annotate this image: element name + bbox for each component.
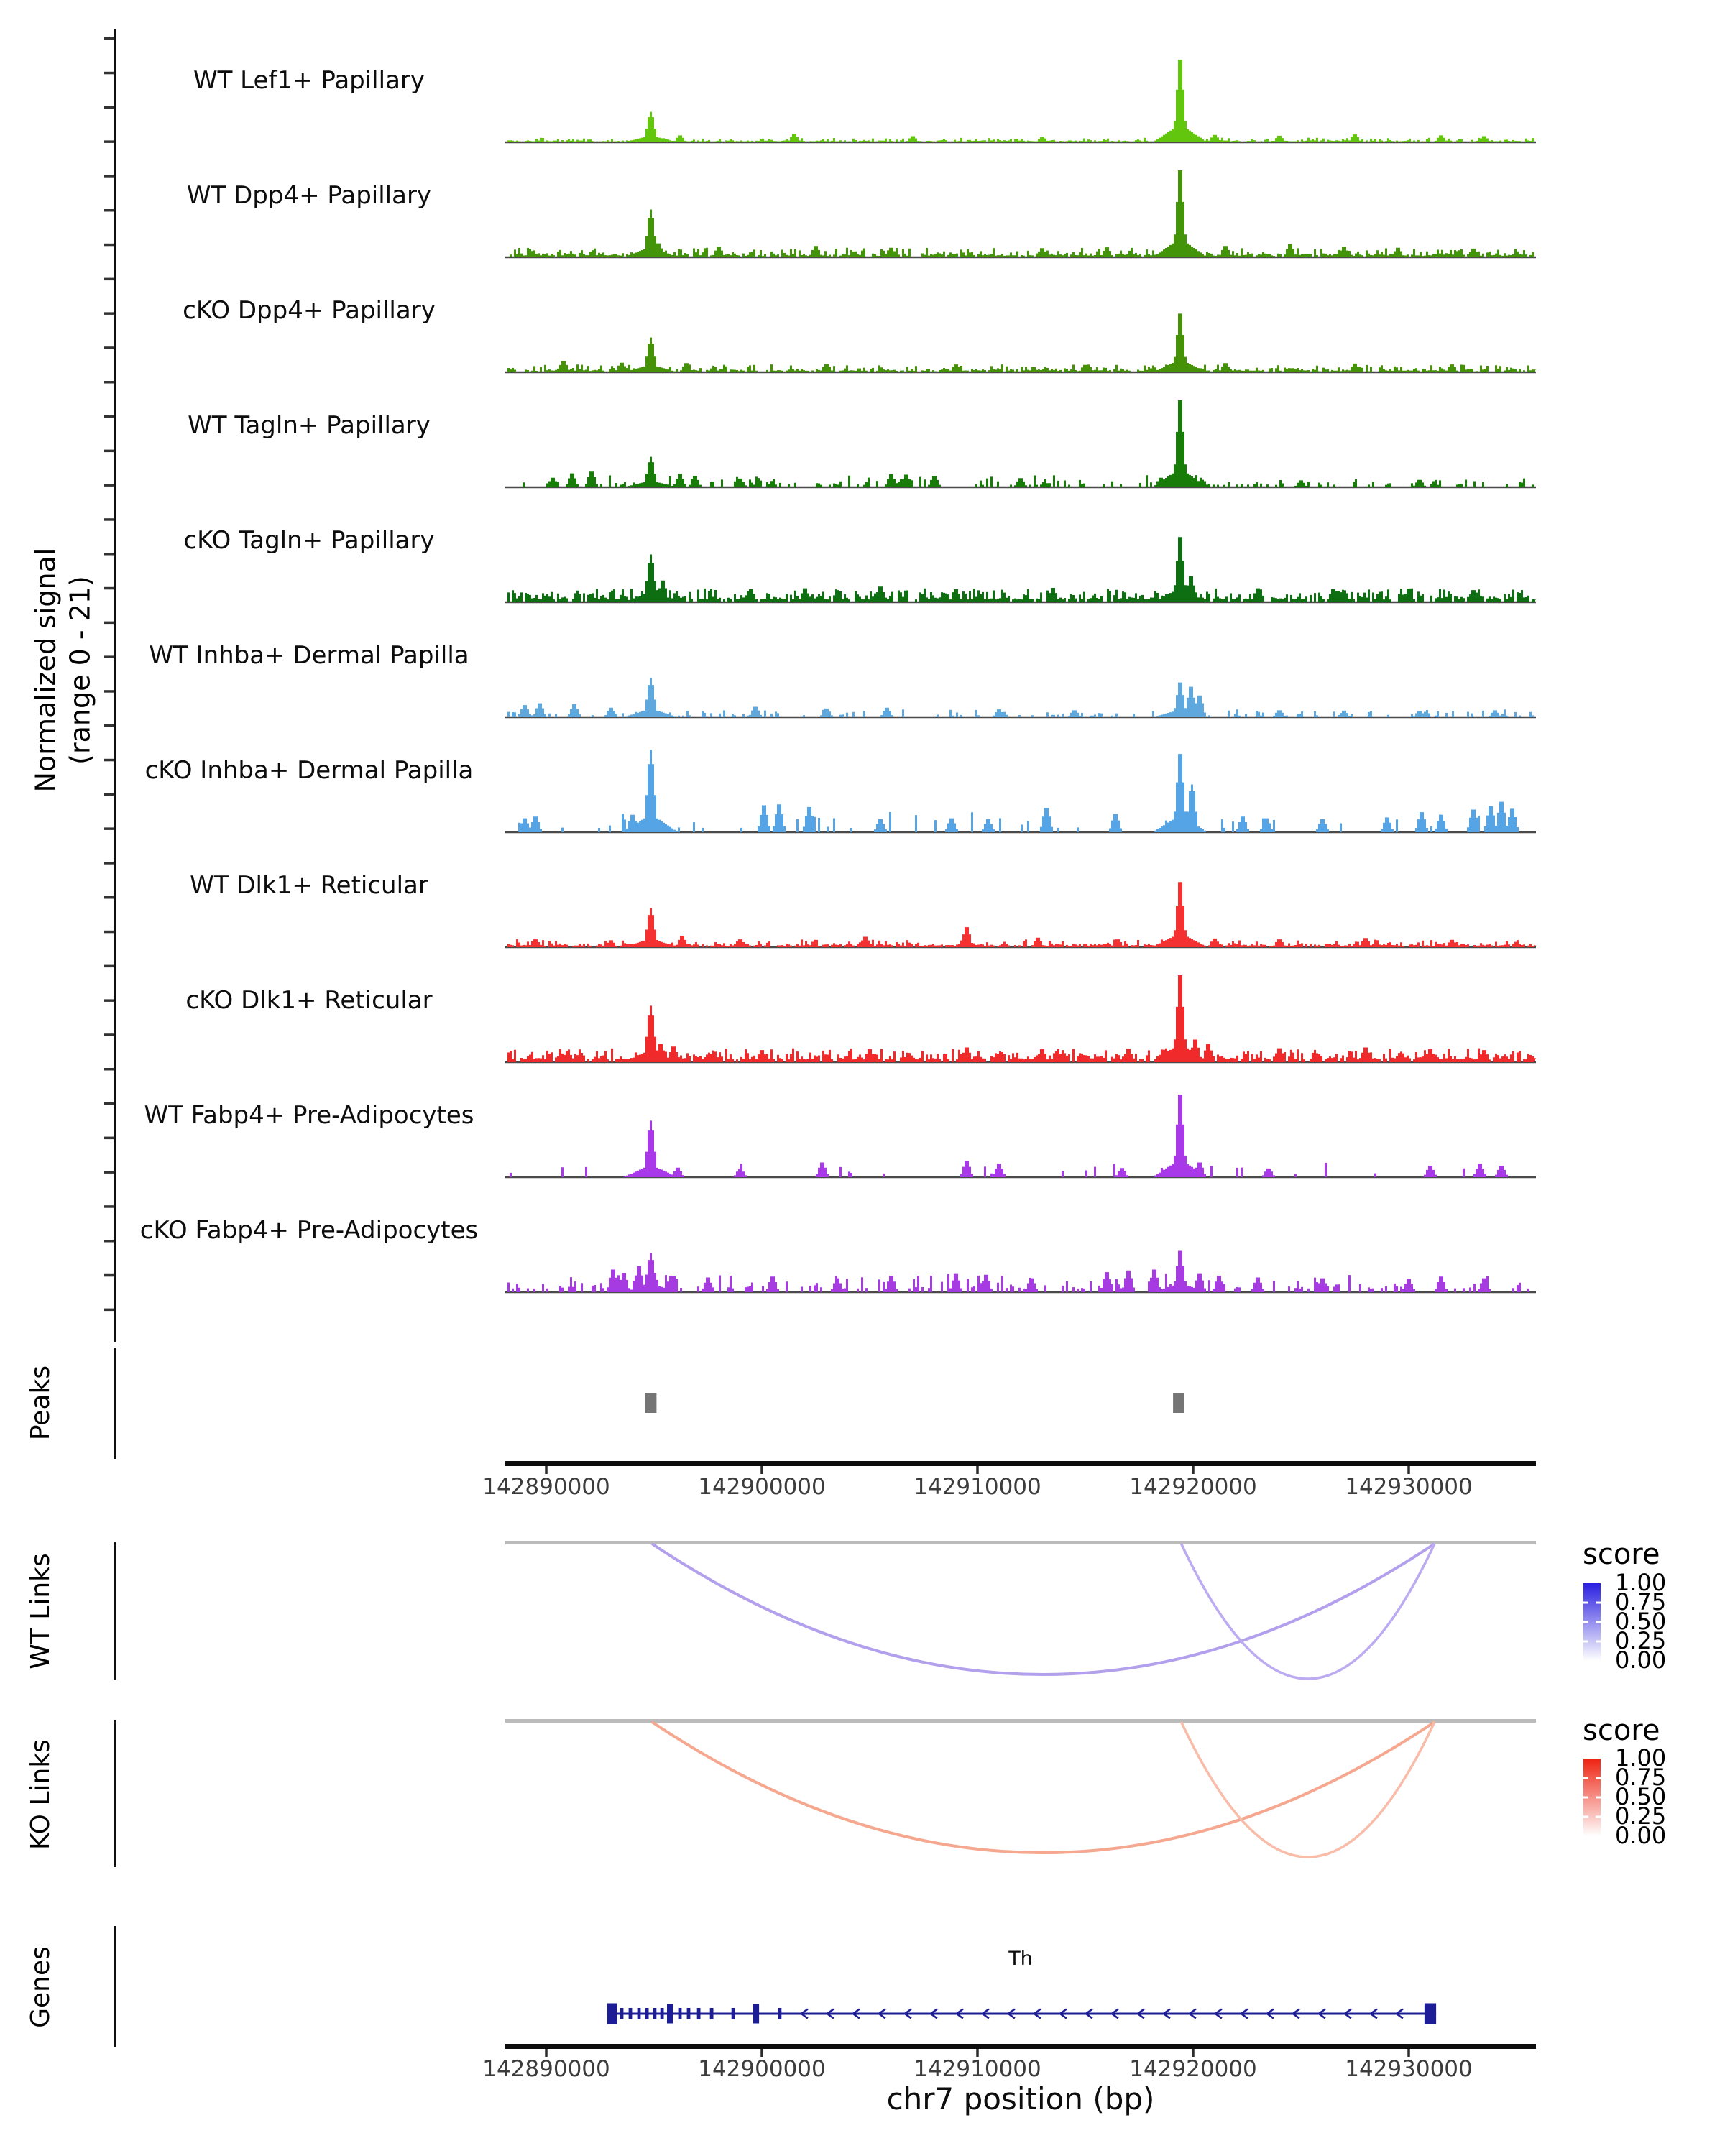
gene-exon: [638, 2008, 641, 2019]
x-tick-label: 142910000: [914, 2056, 1041, 2082]
tracks-y-axis-tick: [104, 346, 114, 349]
tracks-y-axis-tick: [104, 140, 114, 143]
tracks-y-axis-tick: [104, 175, 114, 178]
coverage-area-1: [507, 170, 1536, 257]
track-label-cko-dlk1: cKO Dlk1+ Reticular: [185, 986, 433, 1015]
track-label-cko-inhba: cKO Inhba+ Dermal Papilla: [144, 756, 474, 785]
track-label-wt-tagln: WT Tagln+ Papillary: [188, 411, 431, 440]
gene-exon: [732, 2008, 735, 2019]
coverage-area-7: [507, 882, 1536, 947]
coverage-area-8: [507, 975, 1536, 1062]
tracks-y-axis-tick: [104, 690, 114, 693]
section-label-peaks: Peaks: [26, 1365, 55, 1441]
track-label-wt-lef1: WT Lef1+ Papillary: [193, 66, 426, 95]
tracks-y-axis-tick: [104, 1137, 114, 1140]
tracks-y-axis-tick: [104, 931, 114, 934]
genome-axis-tick-top: [760, 1466, 763, 1474]
wt-legend-tick-label: 0.50: [1615, 1608, 1667, 1635]
gene-exon: [653, 2008, 657, 2019]
tracks-y-axis-tick: [104, 587, 114, 590]
ko-link-arc: [652, 1722, 1435, 1853]
tracks-y-axis-tick: [104, 278, 114, 281]
gene-exon: [620, 2008, 624, 2019]
y-axis-label: [29, 239, 98, 1102]
wt-legend-tick-label: 0.75: [1615, 1588, 1667, 1616]
wt-legend-notch: [1583, 1602, 1588, 1604]
genome-axis-tick-top: [545, 1466, 548, 1474]
ko-legend-tick-label: 1.00: [1615, 1744, 1667, 1772]
gene-exon: [778, 2008, 782, 2019]
gene-exon: [667, 2004, 673, 2024]
ko-link-arc: [1182, 1722, 1435, 1857]
genome-axis-tick-top: [1407, 1466, 1410, 1474]
coverage-area-10: [507, 1251, 1536, 1292]
peaks-axis-line: [114, 1348, 116, 1459]
tracks-y-axis-tick: [104, 1274, 114, 1277]
section-label-ko-links: KO Links: [26, 1739, 55, 1850]
tracks-y-axis-tick: [104, 450, 114, 453]
tracks-y-axis-line: [114, 29, 116, 1342]
tracks-y-axis-tick: [104, 1068, 114, 1071]
track-label-wt-fabp4: WT Fabp4+ Pre-Adipocytes: [144, 1101, 474, 1130]
x-tick-label: 142930000: [1345, 1474, 1473, 1500]
ko-legend-tick-label: 0.00: [1615, 1822, 1667, 1849]
section-label-genes: Genes: [26, 1946, 55, 2028]
gene-exon: [629, 2008, 632, 2019]
gene-name-label: Th: [1008, 1948, 1033, 1970]
ko-legend-tick-label: 0.50: [1615, 1783, 1667, 1810]
peak-box: [645, 1393, 656, 1413]
x-tick-label: 142890000: [482, 2056, 610, 2082]
tracks-y-axis-tick: [104, 965, 114, 968]
track-label-wt-dlk1: WT Dlk1+ Reticular: [190, 871, 428, 900]
ko-links-baseline: [505, 1719, 1536, 1723]
track-label-cko-tagln: cKO Tagln+ Papillary: [183, 526, 435, 555]
x-tick-label: 142920000: [1129, 2056, 1257, 2082]
ko-links-legend-title: score: [1583, 1714, 1660, 1747]
wt-legend-notch: [1583, 1641, 1588, 1643]
coverage-area-0: [507, 60, 1536, 142]
coverage-area-5: [507, 678, 1536, 717]
tracks-y-axis-tick: [104, 1309, 114, 1312]
x-tick-label: 142900000: [698, 1474, 826, 1500]
wt-link-arc: [652, 1544, 1435, 1674]
ko-legend-notch: [1583, 1816, 1588, 1818]
tracks-y-axis-tick: [104, 1205, 114, 1208]
gene-exon: [697, 2008, 701, 2019]
peak-box: [1173, 1393, 1184, 1413]
x-tick-label: 142890000: [482, 1474, 610, 1500]
gene-exon: [678, 2008, 682, 2019]
gene-exon: [710, 2008, 714, 2019]
gene-exon: [661, 2008, 664, 2019]
ko-links-axis-line: [114, 1720, 116, 1867]
gene-exon: [645, 2008, 649, 2019]
tracks-y-axis-tick: [104, 862, 114, 865]
tracks-y-axis-tick: [104, 484, 114, 487]
ko-legend-tick-label: 0.75: [1615, 1764, 1667, 1791]
tracks-y-axis-tick: [104, 381, 114, 384]
genes-axis-line: [114, 1926, 116, 2047]
ko-legend-tick-label: 0.25: [1615, 1802, 1667, 1830]
genome-axis-tick-top: [1192, 1466, 1195, 1474]
wt-legend-notch: [1596, 1602, 1601, 1604]
tracks-y-axis-tick: [104, 106, 114, 109]
wt-legend-tick-label: 1.00: [1615, 1569, 1667, 1596]
gene-exon: [753, 2004, 759, 2024]
y-axis-label-line1: Normalized signal: [29, 548, 62, 793]
wt-legend-notch: [1583, 1621, 1588, 1623]
wt-legend-notch: [1596, 1641, 1601, 1643]
tracks-y-axis-tick: [104, 622, 114, 625]
wt-links-baseline: [505, 1541, 1536, 1544]
y-axis-label-line2: (range 0 - 21): [64, 576, 96, 765]
tracks-y-axis-tick: [104, 37, 114, 40]
ko-legend-notch: [1583, 1797, 1588, 1799]
wt-legend-tick-label: 0.25: [1615, 1627, 1667, 1654]
coverage-area-6: [507, 750, 1536, 832]
track-label-cko-fabp4: cKO Fabp4+ Pre-Adipocytes: [139, 1216, 479, 1245]
x-tick-label: 142900000: [698, 2056, 826, 2082]
section-label-wt-links: WT Links: [26, 1553, 55, 1669]
tracks-y-axis-tick: [104, 1171, 114, 1174]
ko-legend-notch: [1596, 1777, 1601, 1779]
wt-legend-notch: [1596, 1621, 1601, 1623]
gene-exon: [1425, 2004, 1436, 2024]
x-tick-label: 142910000: [914, 1474, 1041, 1500]
tracks-y-axis-tick: [104, 827, 114, 830]
tracks-y-axis-tick: [104, 244, 114, 247]
track-label-wt-dpp4: WT Dpp4+ Papillary: [186, 181, 432, 210]
ko-legend-notch: [1596, 1816, 1601, 1818]
x-axis-label: chr7 position (bp): [886, 2081, 1155, 2116]
genome-axis-bar-bottom: [505, 2044, 1536, 2049]
coverage-area-2: [507, 313, 1536, 372]
gene-exon: [607, 2004, 617, 2024]
genome-axis-bar-top: [505, 1461, 1536, 1466]
x-tick-label: 142920000: [1129, 1474, 1257, 1500]
coverage-area-3: [507, 400, 1536, 487]
tracks-y-axis-tick: [104, 1033, 114, 1036]
tracks-y-axis-tick: [104, 518, 114, 521]
track-label-cko-dpp4: cKO Dpp4+ Papillary: [183, 296, 436, 325]
gene-exon: [687, 2008, 691, 2019]
wt-links-legend-title: score: [1583, 1538, 1660, 1571]
wt-links-axis-line: [114, 1542, 116, 1680]
x-tick-label: 142930000: [1345, 2056, 1473, 2082]
ko-legend-notch: [1596, 1797, 1601, 1799]
ko-legend-notch: [1583, 1777, 1588, 1779]
tracks-y-axis-tick: [104, 793, 114, 796]
wt-link-arc: [1182, 1544, 1435, 1679]
genome-axis-tick-top: [976, 1466, 979, 1474]
wt-legend-tick-label: 0.00: [1615, 1646, 1667, 1674]
track-label-wt-inhba: WT Inhba+ Dermal Papilla: [149, 641, 469, 670]
tracks-y-axis-tick: [104, 724, 114, 727]
coverage-area-4: [507, 537, 1536, 602]
coverage-area-9: [507, 1095, 1536, 1177]
